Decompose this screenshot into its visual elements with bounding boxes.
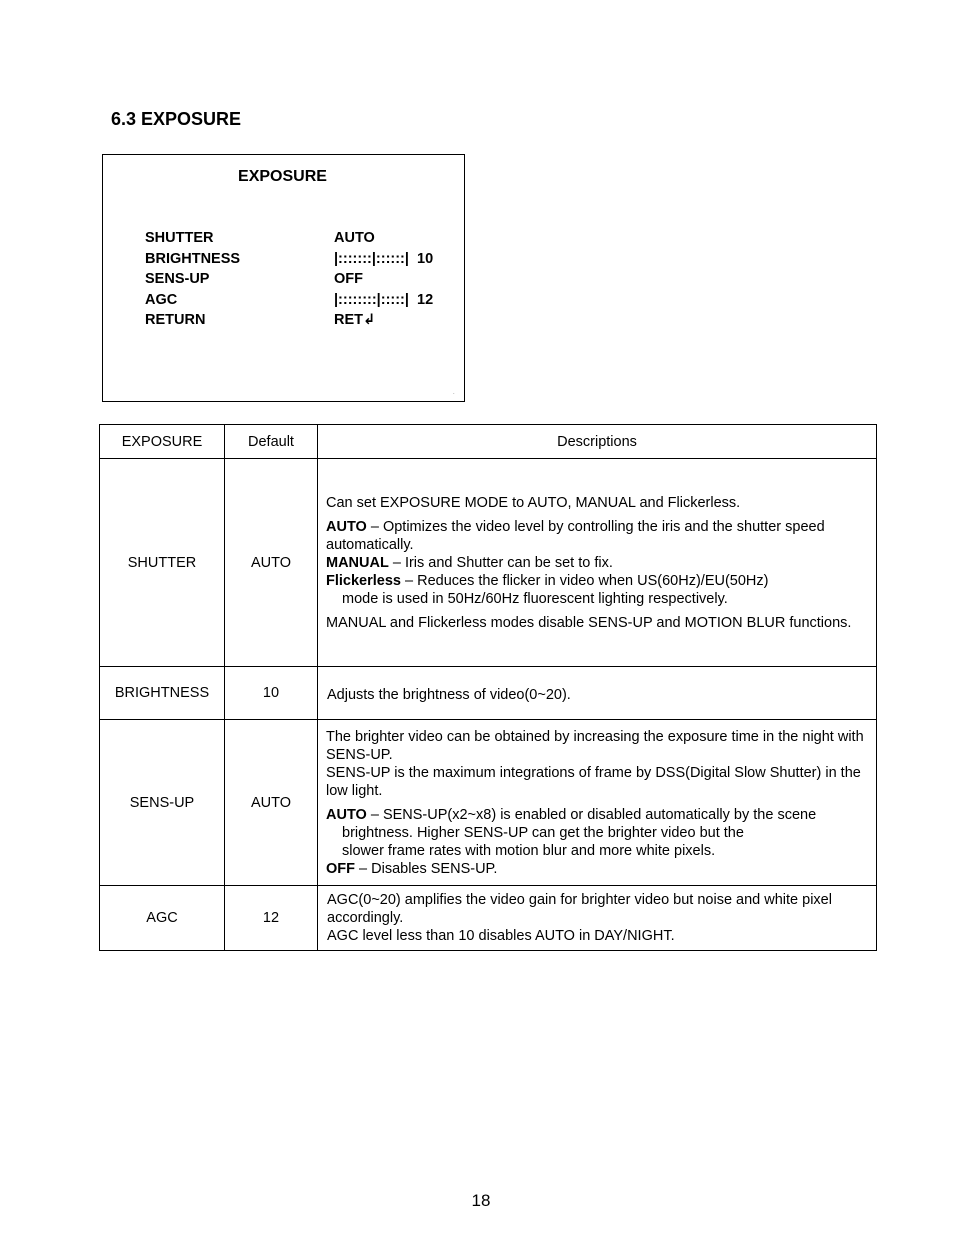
cell-description bbox=[318, 459, 877, 667]
desc-auto bbox=[326, 518, 868, 554]
osd-row-agc bbox=[145, 292, 434, 312]
header-default: Default bbox=[225, 425, 318, 459]
header-exposure: EXPOSURE bbox=[100, 425, 225, 459]
osd-row-shutter bbox=[145, 230, 375, 250]
desc-sensup-off bbox=[326, 860, 868, 878]
desc-flickerless-cont: mode is used in 50Hz/60Hz fluorescent lighting respectively. bbox=[342, 590, 728, 607]
desc-note: MANUAL and Flickerless modes disable SENS-UP and MOTION BLUR functions. bbox=[326, 614, 852, 631]
osd-row-label: RETURN bbox=[145, 312, 206, 328]
cell-description bbox=[318, 886, 877, 951]
text-flickerless: – Reduces the flicker in video when US(60Hz)/EU(50Hz) bbox=[400, 572, 769, 589]
text-auto: – Optimizes the video level by controlling the iris and the shutter speed automatically. bbox=[326, 518, 825, 553]
osd-row-value: |:::::::|::::::| 10 bbox=[334, 251, 434, 267]
osd-corner-mark: . bbox=[453, 390, 455, 396]
cell-default-value: AUTO bbox=[225, 720, 318, 886]
osd-row-label: SHUTTER bbox=[145, 230, 214, 246]
osd-row-label: SENS-UP bbox=[145, 271, 210, 287]
cell-item-name: BRIGHTNESS bbox=[100, 667, 225, 720]
desc-manual bbox=[326, 554, 868, 572]
desc-flickerless bbox=[326, 572, 868, 590]
desc-sensup-auto-cont2: slower frame rates with motion blur and more white pixels. bbox=[342, 842, 716, 859]
desc-sensup-p1: The brighter video can be obtained by increasing the exposure time in the night with SENS-UP. bbox=[326, 728, 864, 763]
cell-default-value: 12 bbox=[225, 886, 318, 951]
desc-intro: Can set EXPOSURE MODE to AUTO, MANUAL and Flickerless. bbox=[326, 494, 741, 511]
desc-sensup-auto bbox=[326, 806, 868, 824]
osd-menu-box bbox=[102, 154, 465, 402]
osd-row-value: |::::::::|:::::| 12 bbox=[334, 292, 434, 308]
osd-row-value: RET↲ bbox=[334, 312, 376, 328]
desc-brightness: Adjusts the brightness of video(0~20). bbox=[327, 687, 571, 703]
header-descriptions: Descriptions bbox=[318, 425, 877, 459]
desc-agc-p1: AGC(0~20) amplifies the video gain for brighter video but noise and white pixel accordingly. bbox=[327, 892, 832, 926]
cell-item-name: SENS-UP bbox=[100, 720, 225, 886]
cell-description bbox=[318, 720, 877, 886]
cell-item-name: AGC bbox=[100, 886, 225, 951]
cell-description bbox=[318, 667, 877, 720]
desc-sensup-auto-cont: brightness. Higher SENS-UP can get the brighter video but the bbox=[342, 824, 744, 841]
desc-sensup-p2: SENS-UP is the maximum integrations of frame by DSS(Digital Slow Shutter) in the low light. bbox=[326, 764, 861, 799]
text-manual: – Iris and Shutter can be set to fix. bbox=[388, 554, 613, 571]
table-row-brightness bbox=[100, 667, 877, 720]
osd-row-label: BRIGHTNESS bbox=[145, 251, 241, 267]
table-header-row bbox=[100, 425, 877, 459]
cell-item-name: SHUTTER bbox=[100, 459, 225, 667]
term-auto: AUTO bbox=[326, 806, 367, 823]
section-title: 6.3 EXPOSURE bbox=[111, 109, 242, 129]
text-auto: – SENS-UP(x2~x8) is enabled or disabled automatically by the scene bbox=[366, 806, 817, 823]
osd-row-value: OFF bbox=[334, 271, 363, 287]
table-row-agc bbox=[100, 886, 877, 951]
term-flickerless: Flickerless bbox=[326, 572, 401, 589]
table-row-sensup bbox=[100, 720, 877, 886]
osd-menu-title: EXPOSURE bbox=[238, 168, 327, 185]
term-off: OFF bbox=[326, 860, 355, 877]
desc-agc-p2: AGC level less than 10 disables AUTO in DAY/NIGHT. bbox=[327, 928, 675, 944]
table-row-shutter bbox=[100, 459, 877, 667]
osd-row-sensup bbox=[145, 271, 363, 291]
term-auto: AUTO bbox=[326, 518, 367, 535]
text-off: – Disables SENS-UP. bbox=[355, 860, 498, 877]
cell-default-value: AUTO bbox=[225, 459, 318, 667]
osd-row-label: AGC bbox=[145, 292, 178, 308]
osd-row-return bbox=[145, 312, 376, 332]
page-number: 18 bbox=[471, 1191, 491, 1210]
cell-default-value: 10 bbox=[225, 667, 318, 720]
exposure-spec-table bbox=[99, 424, 877, 951]
term-manual: MANUAL bbox=[326, 554, 389, 571]
osd-row-brightness bbox=[145, 251, 434, 271]
osd-row-value: AUTO bbox=[334, 230, 375, 246]
